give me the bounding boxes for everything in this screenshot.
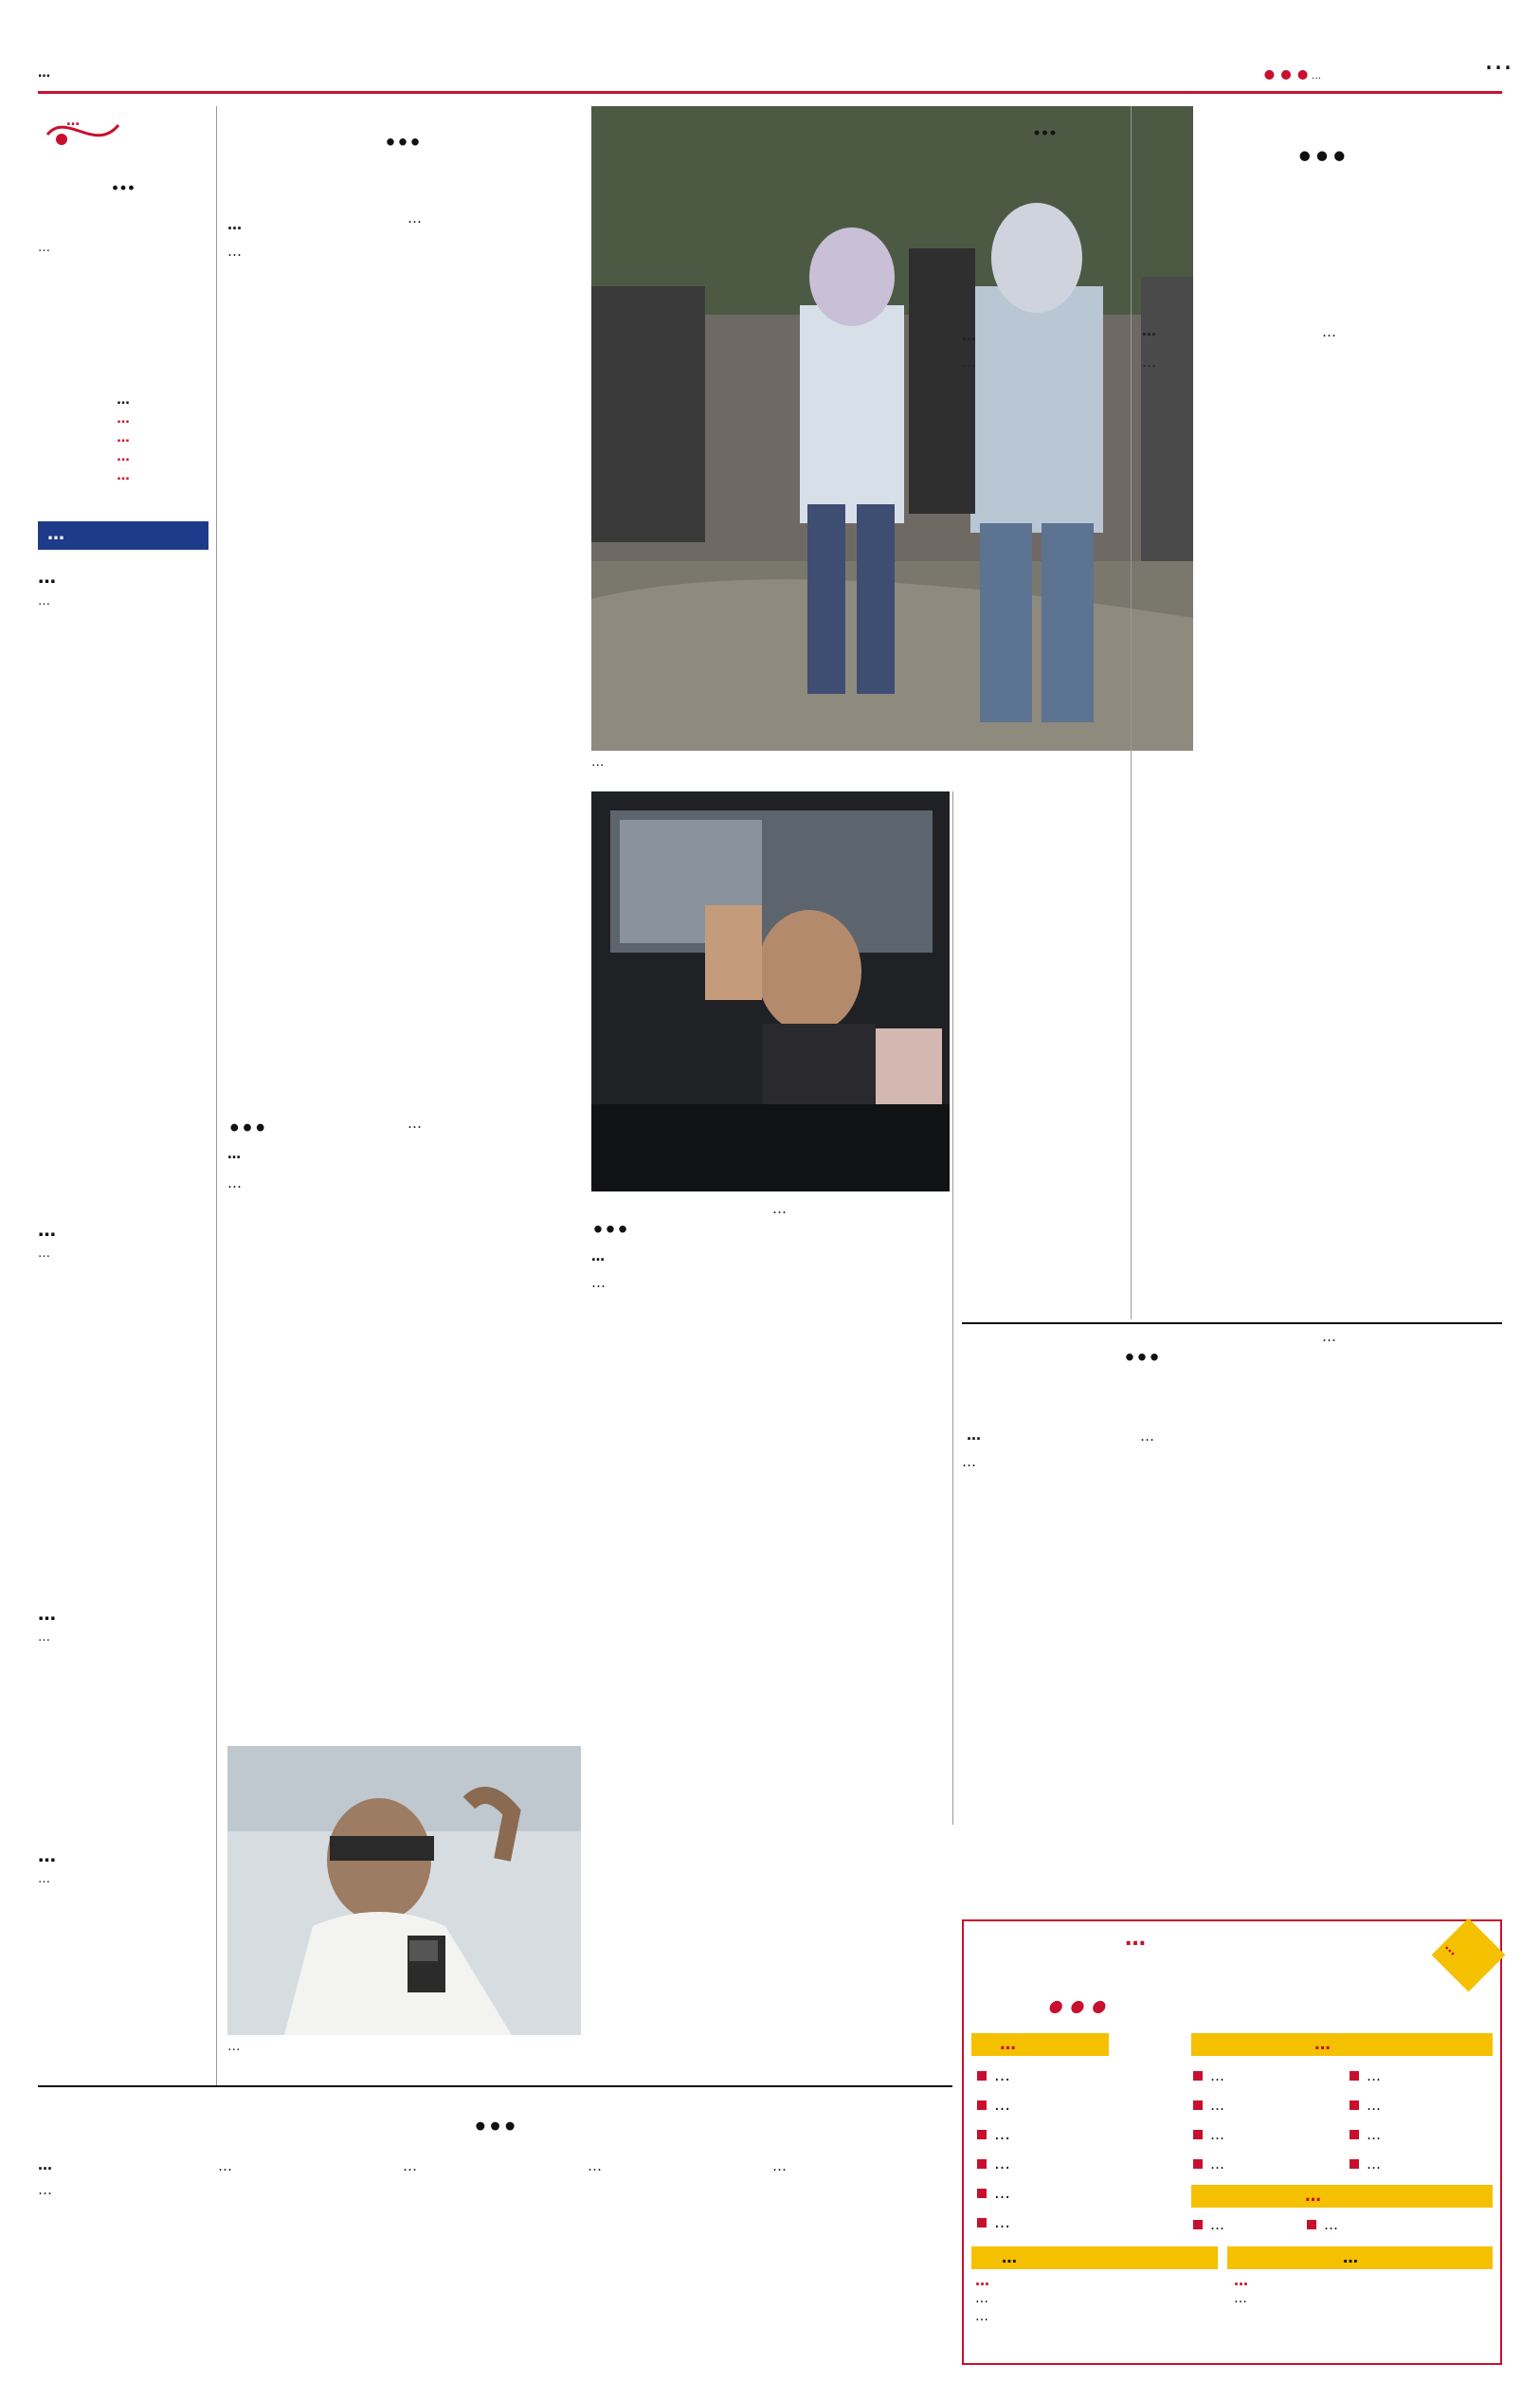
lalbazar-col2: … <box>772 1200 787 1217</box>
left-column <box>38 106 208 1886</box>
anandamela-logo: … <box>1044 1950 1111 2028</box>
masthead-left: … <box>38 66 50 81</box>
bottom-headline: … <box>472 2088 518 2141</box>
galpa-list-b <box>1348 2062 1499 2179</box>
bara-galpa-head: … <box>1305 2187 1321 2206</box>
uttare-headline: … <box>1295 111 1349 173</box>
upanyas-item: … <box>975 2150 1184 2179</box>
date-box: … … … … … <box>117 392 130 483</box>
nishana-cont: … <box>227 1147 241 1162</box>
pothe-col2: … <box>1140 1427 1154 1445</box>
puja-label: … <box>1125 1927 1146 1951</box>
galpa-head: … <box>1314 2035 1331 2054</box>
bottom-col4: … <box>588 2157 602 2174</box>
bottom-col1: … <box>38 2181 52 2198</box>
left-item-3: … … <box>38 1604 56 1645</box>
bottom-byline: … <box>38 2156 52 2173</box>
nishana-col1: … <box>227 1174 242 1191</box>
pothe-col1: … <box>962 1453 976 1470</box>
story1-col2: … <box>408 209 422 227</box>
masthead <box>0 0 1540 95</box>
published-label: … <box>1441 1939 1461 1959</box>
samajer-text: … <box>962 354 976 371</box>
pothe-byline: … <box>967 1427 981 1444</box>
samajer-byline: … <box>962 327 976 344</box>
arrest-caption: … <box>591 755 605 770</box>
upanyas-item: … <box>975 2179 1184 2209</box>
lalbazar-headline: … <box>591 1197 629 1242</box>
nishana-headline: … <box>227 1094 267 1140</box>
galpa-list-a <box>1191 2062 1343 2179</box>
page-number: … <box>1484 44 1513 77</box>
galpa-item: … <box>1191 2062 1343 2091</box>
uttare-col1: … <box>1142 354 1156 371</box>
bara-galpa-item: … <box>1191 2210 1305 2240</box>
galpa-item: … <box>1191 2150 1343 2179</box>
khela-list: … … <box>1234 2272 1248 2306</box>
galpa-item: … <box>1348 2150 1499 2179</box>
ananda-brand-box <box>38 106 208 163</box>
masthead-rule <box>38 91 1502 94</box>
galpa-item: … <box>1348 2062 1499 2091</box>
section-brand-title: … <box>1260 30 1312 91</box>
galpa-item: … <box>1191 2091 1343 2120</box>
comics-head: … <box>1002 2248 1017 2266</box>
nishana-col2: … <box>408 1115 422 1132</box>
left-body: … <box>38 241 50 255</box>
upanyas-list <box>975 2062 1184 2238</box>
pothe-col3: … <box>1322 1328 1336 1345</box>
upanyas-head: … <box>1000 2035 1016 2054</box>
uttare-byline: … <box>1142 322 1156 339</box>
mamata-photo <box>227 1746 581 2035</box>
ananda-brand: … <box>66 114 80 129</box>
story1-headline: … <box>384 110 422 155</box>
bottom-col5: … <box>772 2157 787 2174</box>
galpa-item: … <box>1348 2091 1499 2120</box>
comics-list: … … … <box>975 2272 989 2324</box>
bara-galpa-list <box>1191 2210 1493 2240</box>
khela-head: … <box>1343 2248 1358 2266</box>
pothe-headline: … <box>1123 1325 1161 1370</box>
ananda-logo-icon <box>38 106 208 163</box>
bara-galpa-item: … <box>1305 2210 1476 2240</box>
upanyas-item: … <box>975 2091 1184 2120</box>
galpa-item: … <box>1348 2120 1499 2150</box>
car-photo <box>591 791 950 1191</box>
uttare-col2: … <box>1322 323 1336 340</box>
story1-byline: … <box>227 216 242 233</box>
upanyas-item: … <box>975 2209 1184 2238</box>
section-brand: …… <box>1260 30 1321 91</box>
galpa-item: … <box>1191 2120 1343 2150</box>
upanyas-item: … <box>975 2062 1184 2091</box>
lalbazar-cont: … <box>591 1249 605 1264</box>
mamata-caption: … <box>227 2039 241 2054</box>
bottom-col2: … <box>218 2157 232 2174</box>
left-item-1: … … <box>38 567 56 609</box>
samajer-headline: … <box>1032 113 1058 141</box>
anandamela-ad <box>962 1919 1502 2365</box>
upanyas-item: … <box>975 2120 1184 2150</box>
section-bar: … <box>38 521 208 550</box>
left-head: … <box>111 168 136 196</box>
bottom-col3: … <box>403 2157 417 2174</box>
left-item-4: … … <box>38 1846 56 1886</box>
left-item-2: … … <box>38 1220 56 1261</box>
lalbazar-col1: … <box>591 1274 606 1291</box>
story1-col1: … <box>227 243 242 260</box>
